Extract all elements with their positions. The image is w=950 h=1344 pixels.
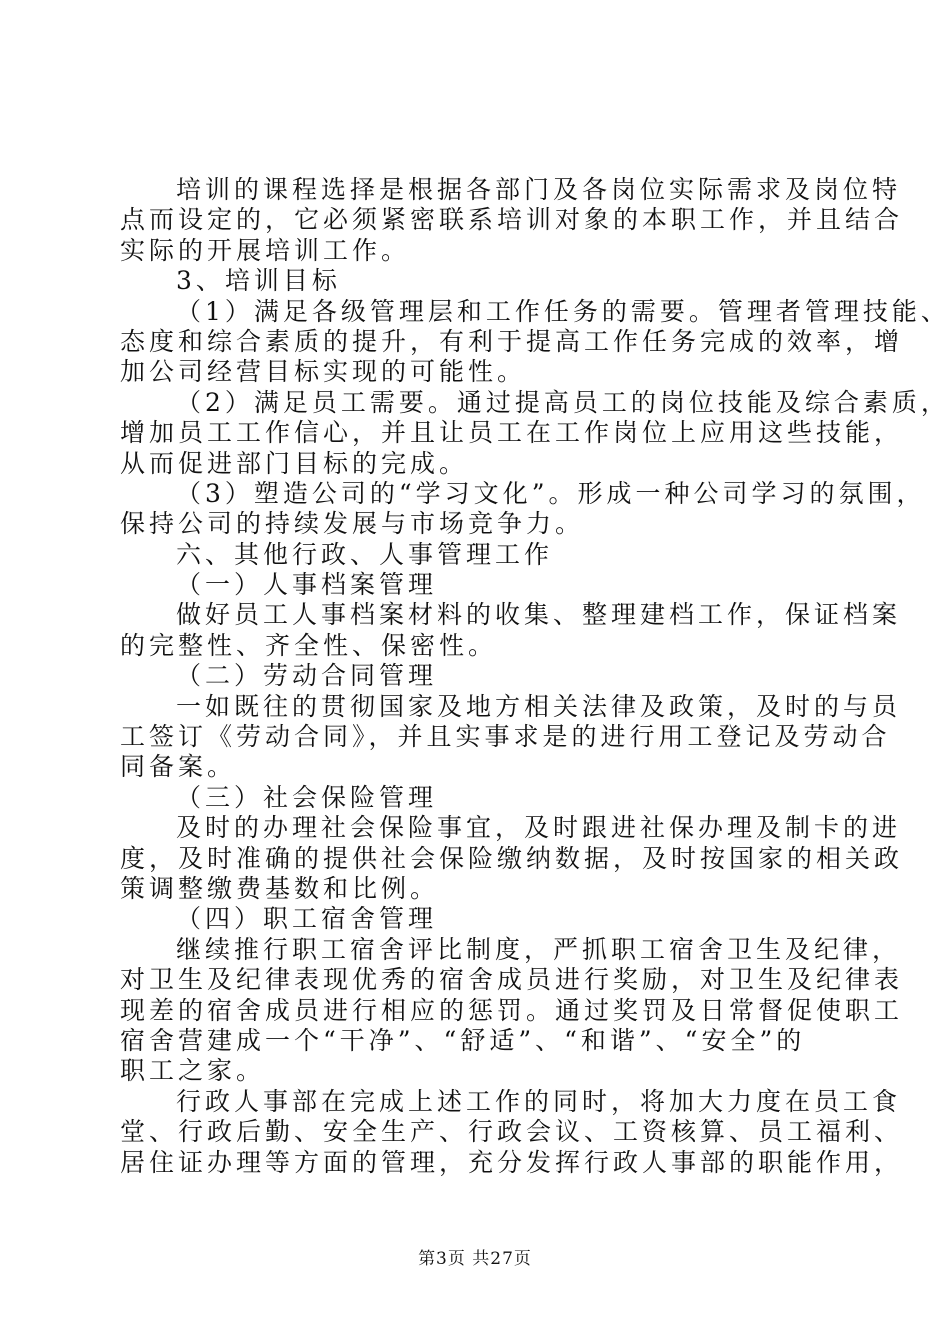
text-line: （四）职工宿舍管理 bbox=[176, 904, 438, 934]
text-line: 宿舍营建成一个“干净”、“舒适”、“和谐”、“安全”的 bbox=[120, 1025, 806, 1055]
text-line: 继续推行职工宿舍评比制度，严抓职工宿舍卫生及纪律， bbox=[176, 934, 902, 964]
text-line: 堂、行政后勤、安全生产、行政会议、工资核算、员工福利、 bbox=[120, 1117, 904, 1147]
text-line: （二）劳动合同管理 bbox=[176, 661, 438, 691]
text-line: 实际的开展培训工作。 bbox=[120, 235, 411, 265]
text-line: 度，及时准确的提供社会保险缴纳数据，及时按国家的相关政 bbox=[120, 843, 904, 873]
text-line: 做好员工人事档案材料的收集、整理建档工作，保证档案 bbox=[176, 600, 902, 630]
text-line: 同备案。 bbox=[120, 752, 237, 782]
text-line: 行政人事部在完成上述工作的同时，将加大力度在员工食 bbox=[176, 1086, 902, 1116]
text-line: 3、培训目标 bbox=[176, 266, 341, 296]
document-body bbox=[120, 175, 950, 1178]
page-footer: 第3页 共27页 bbox=[418, 1249, 532, 1269]
text-line: 及时的办理社会保险事宜，及时跟进社保办理及制卡的进 bbox=[176, 813, 902, 843]
text-line: 对卫生及纪律表现优秀的宿舍成员进行奖励，对卫生及纪律表 bbox=[120, 965, 904, 995]
text-line: （3）塑造公司的“学习文化”。形成一种公司学习的氛围， bbox=[176, 478, 926, 508]
text-line: 现差的宿舍成员进行相应的惩罚。通过奖罚及日常督促使职工 bbox=[120, 995, 904, 1025]
text-line: 从而促进部门目标的完成。 bbox=[120, 448, 469, 478]
text-line: 态度和综合素质的提升，有利于提高工作任务完成的效率，增 bbox=[120, 326, 904, 356]
text-line: 一如既往的贯彻国家及地方相关法律及政策，及时的与员 bbox=[176, 691, 902, 721]
text-line: 职工之家。 bbox=[120, 1056, 266, 1086]
text-line: （三）社会保险管理 bbox=[176, 782, 438, 812]
text-line: 保持公司的持续发展与市场竞争力。 bbox=[120, 509, 585, 539]
text-line: 加公司经营目标实现的可能性。 bbox=[120, 357, 527, 387]
text-line: 居住证办理等方面的管理，充分发挥行政人事部的职能作用， bbox=[120, 1147, 904, 1177]
text-line: （2）满足员工需要。通过提高员工的岗位技能及综合素质， bbox=[176, 387, 950, 417]
text-line: 点而设定的，它必须紧密联系培训对象的本职工作，并且结合 bbox=[120, 205, 904, 235]
text-line: 培训的课程选择是根据各部门及各岗位实际需求及岗位特 bbox=[176, 175, 902, 204]
text-line: （一）人事档案管理 bbox=[176, 570, 438, 600]
text-line: 六、其他行政、人事管理工作 bbox=[176, 539, 554, 569]
text-line: 工签订《劳动合同》，并且实事求是的进行用工登记及劳动合 bbox=[120, 722, 891, 752]
text-line: 的完整性、齐全性、保密性。 bbox=[120, 630, 498, 660]
text-line: 增加员工工作信心，并且让员工在工作岗位上应用这些技能， bbox=[120, 418, 904, 448]
text-line: （1）满足各级管理层和工作任务的需要。管理者管理技能、 bbox=[176, 296, 950, 326]
text-line: 策调整缴费基数和比例。 bbox=[120, 873, 440, 903]
